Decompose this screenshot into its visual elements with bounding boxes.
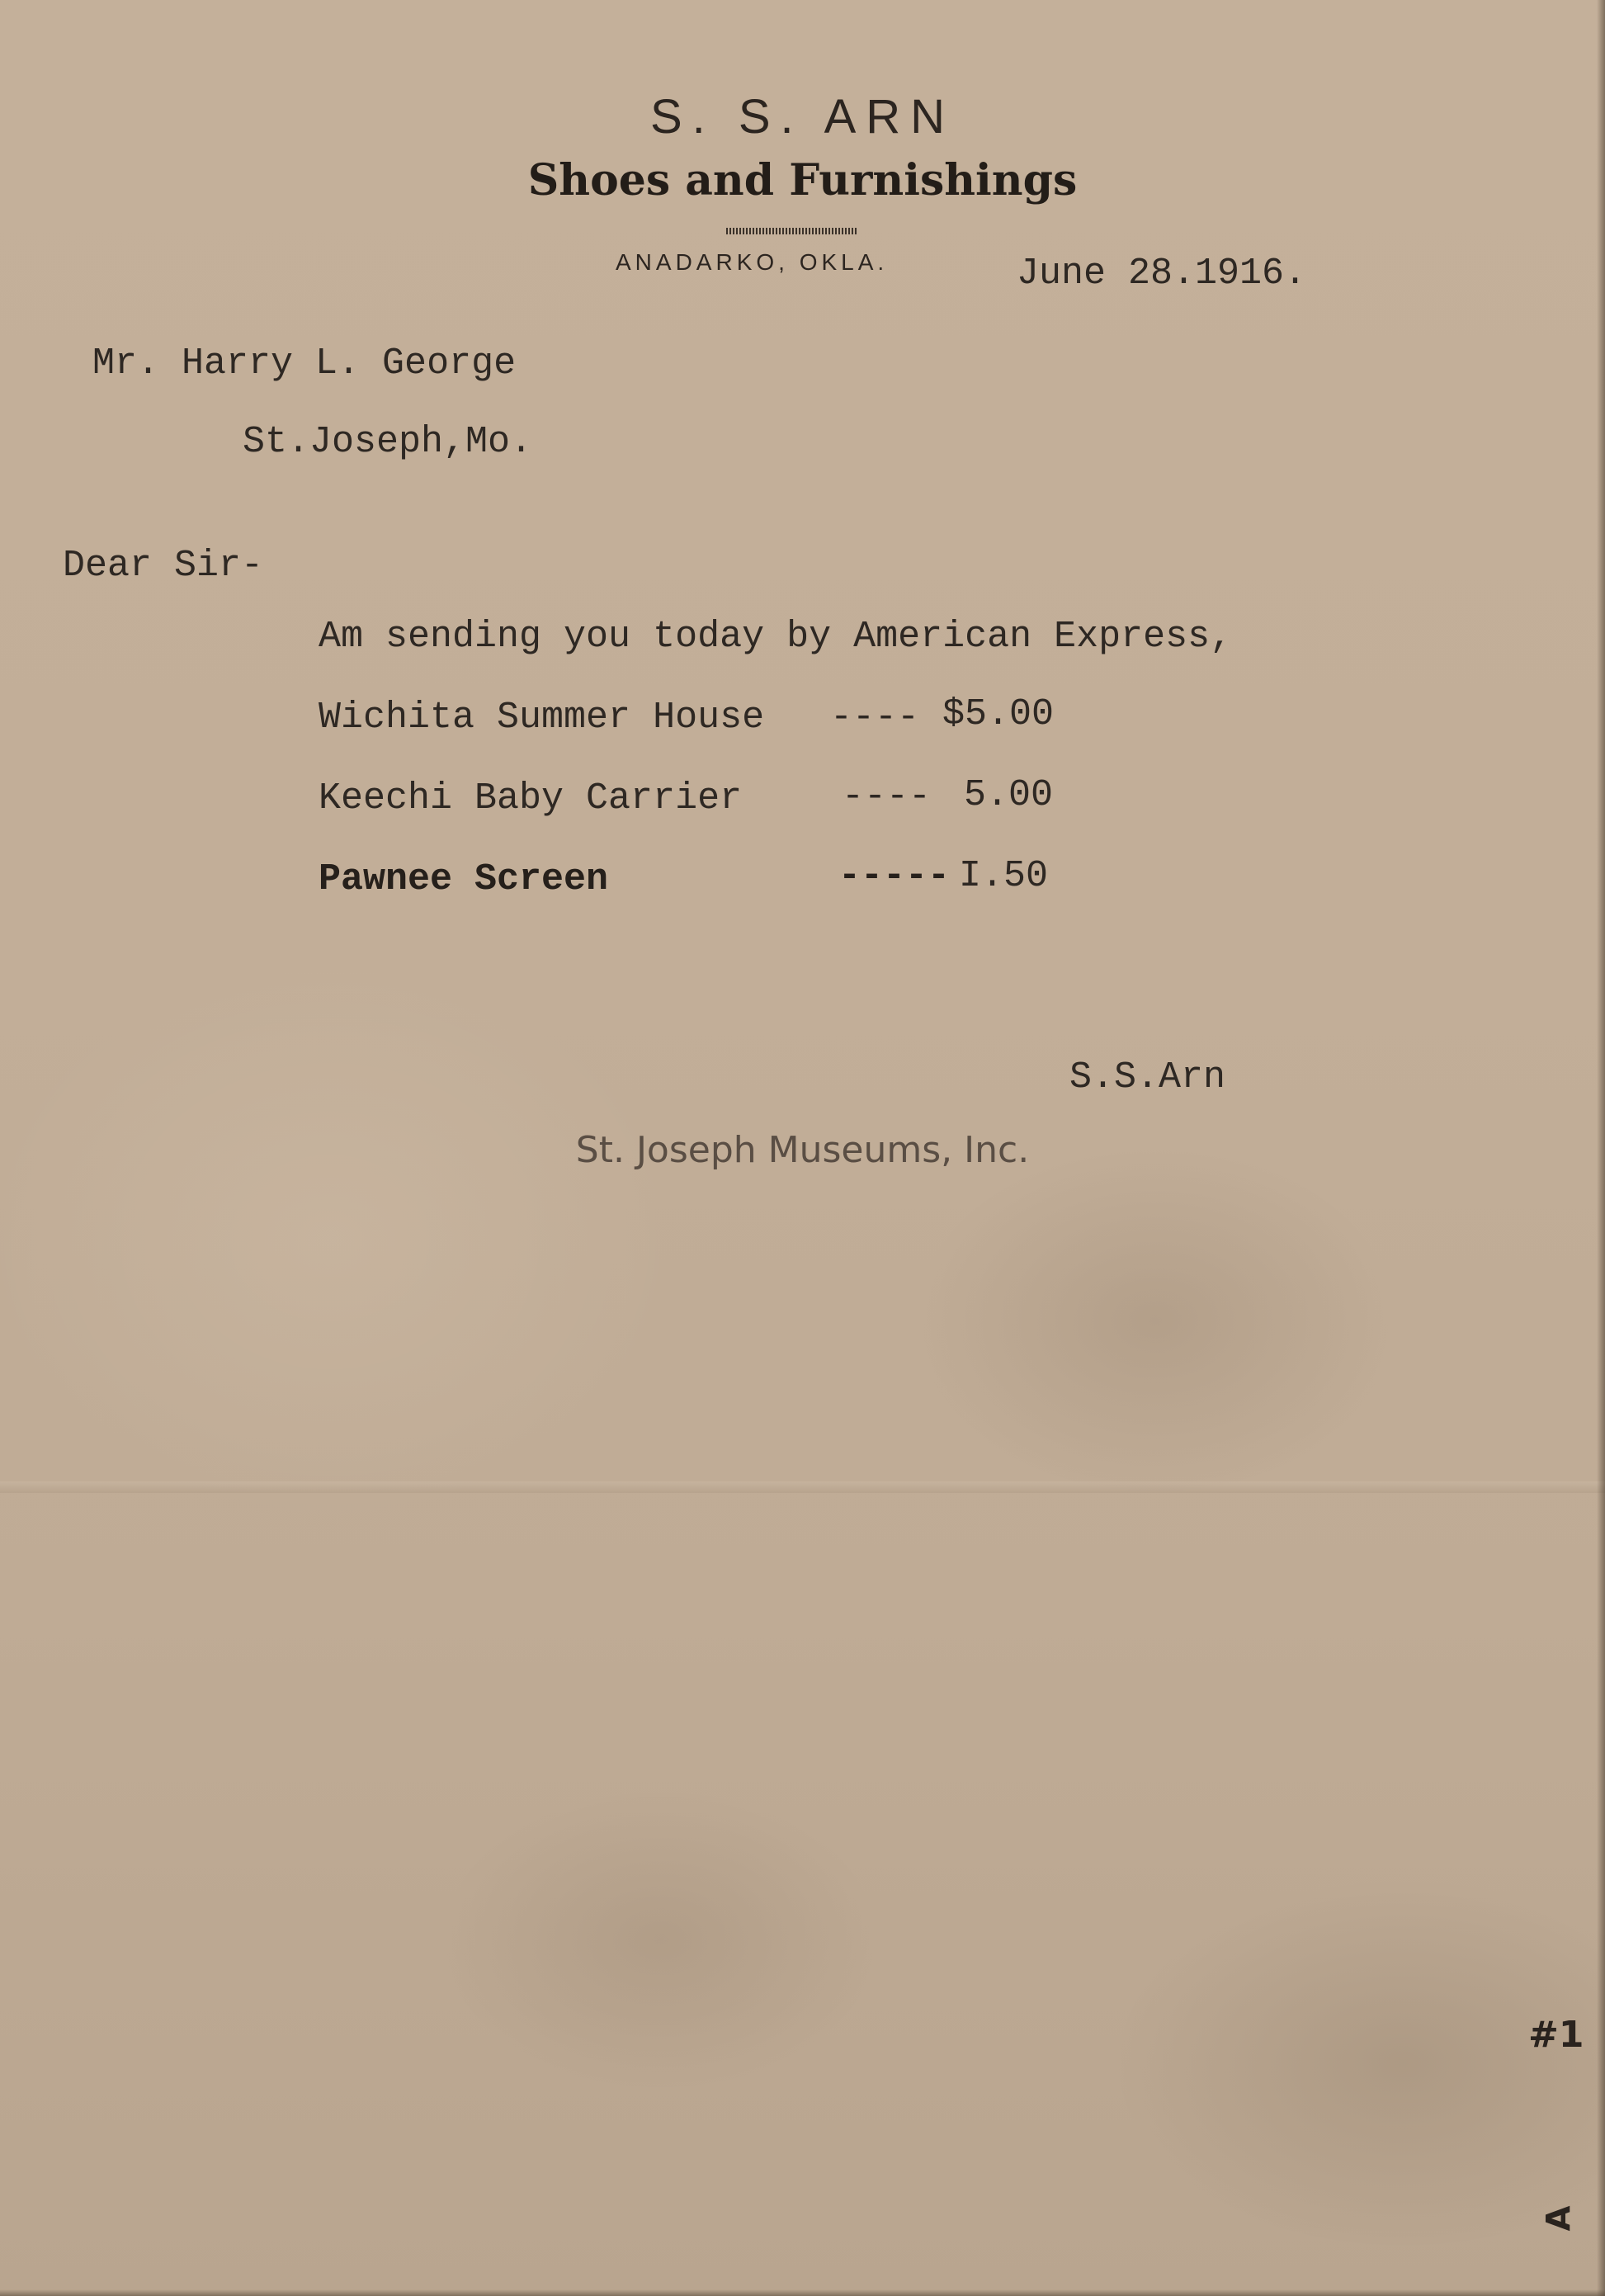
item-amount: I.50 [959, 855, 1049, 897]
margin-mark-number: #1 [1528, 2014, 1584, 2056]
letterhead-place: ANADARKO, OKLA. [616, 249, 889, 275]
letter-date: June 28.1916. [1017, 253, 1307, 295]
watermark: St. Joseph Museums, Inc. [575, 1129, 1030, 1171]
item-label: Keechi Baby Carrier [319, 777, 743, 820]
margin-mark-letter: A [1540, 2205, 1579, 2232]
item-amount: 5.00 [964, 774, 1054, 816]
item-amount: $5.00 [942, 693, 1055, 735]
paper-bottom-shadow [0, 2289, 1605, 2296]
item-label: Pawnee Screen [319, 858, 609, 900]
letterhead-ornament [726, 228, 857, 234]
item-leader: ---- [830, 697, 920, 739]
letterhead-name: S. S. ARN [649, 90, 956, 144]
salutation: Dear Sir- [63, 545, 264, 587]
signature: S.S.Arn [1069, 1056, 1226, 1098]
letter-body: Am sending you today by American Express, [319, 616, 1233, 658]
recipient-name: Mr. Harry L. George [92, 343, 517, 385]
item-leader: ---- [842, 776, 932, 818]
recipient-city: St.Joseph,Mo. [243, 421, 533, 463]
item-label: Wichita Summer House [319, 697, 765, 739]
letterhead-business: Shoes and Furnishings [527, 155, 1078, 206]
item-leader: ----- [838, 855, 951, 897]
paper-fold [0, 1481, 1605, 1493]
